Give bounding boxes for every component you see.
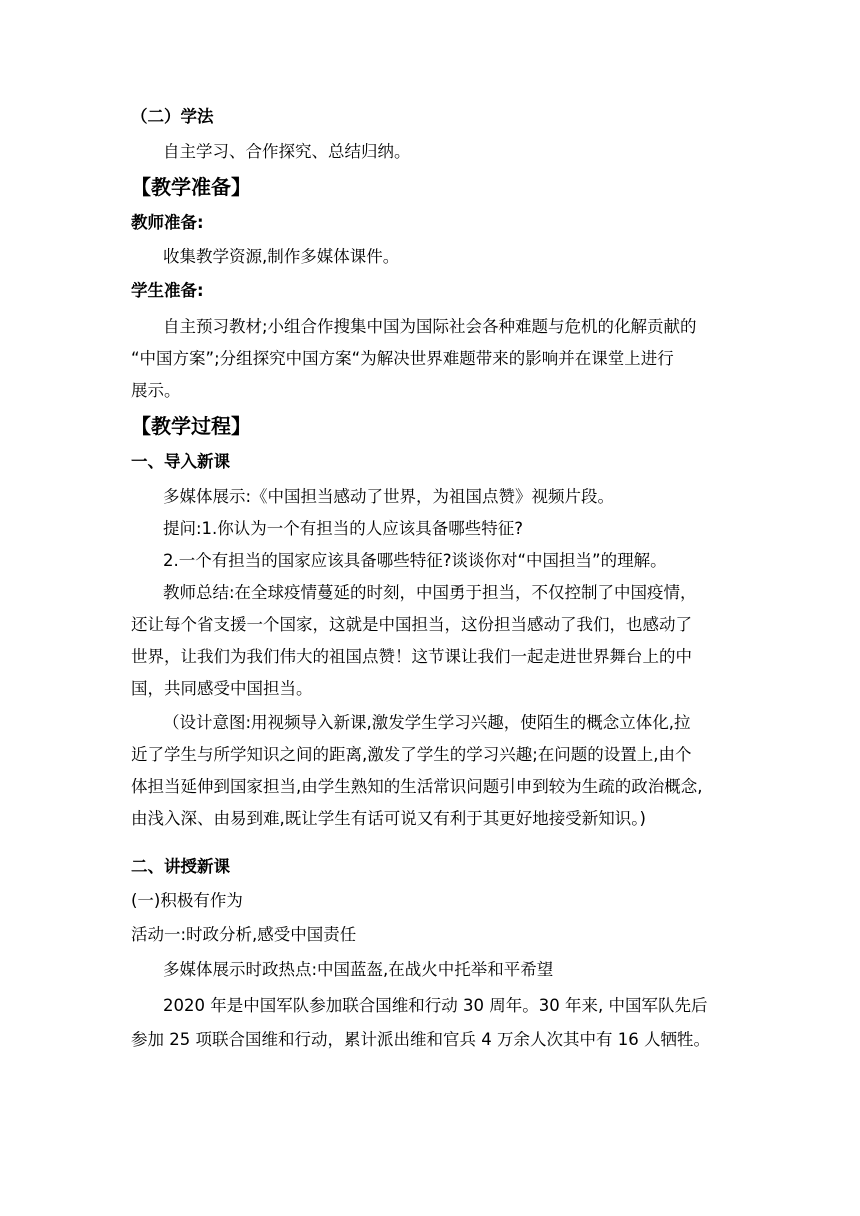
learning-method-text: 自主学习、合作探究、总结归纳。 <box>163 142 411 161</box>
heading-process: 【教学过程】 <box>131 414 251 438</box>
section-learning-method: （二）学法 <box>131 107 214 126</box>
teacher-prep-text: 收集教学资源,制作多媒体课件。 <box>163 247 400 266</box>
intro-line: 提问:1.你认为一个有担当的人应该具备哪些特征? <box>163 519 524 538</box>
section-new-lesson: 二、讲授新课 <box>131 857 230 876</box>
teacher-prep-label: 教师准备: <box>131 213 204 232</box>
student-prep-line: 展示。 <box>131 381 181 400</box>
summary-line: 国，共同感受中国担当。 <box>131 679 313 698</box>
intro-line: 多媒体展示:《中国担当感动了世界，为祖国点赞》视频片段。 <box>163 487 615 506</box>
intro-line: 2.一个有担当的国家应该具备哪些特征?谈谈你对“中国担当”的理解。 <box>163 551 667 570</box>
design-intent-line: （设计意图:用视频导入新课,激发学生学习兴趣，使陌生的概念立体化,拉 <box>163 713 691 732</box>
heading-preparation: 【教学准备】 <box>131 175 251 199</box>
student-prep-label: 学生准备: <box>131 281 204 300</box>
summary-line: 还让每个省支援一个国家，这就是中国担当，这份担当感动了我们，也感动了 <box>131 615 692 634</box>
student-prep-line: 自主预习教材;小组合作搜集中国为国际社会各种难题与危机的化解贡献的 <box>163 317 697 336</box>
summary-line: 世界，让我们为我们伟大的祖国点赞！这节课让我们一起走进世界舞台上的中 <box>131 647 692 666</box>
section-intro: 一、导入新课 <box>131 452 230 471</box>
activity-one: 活动一:时政分析,感受中国责任 <box>131 925 357 944</box>
subsection-active: (一)积极有作为 <box>131 891 243 910</box>
design-intent-line: 由浅入深、由易到难,既让学生有话可说又有利于其更好地接受新知识。) <box>131 809 646 828</box>
final-line: 参加 25 项联合国维和行动，累计派出维和官兵 4 万余人次其中有 16 人牺牲。 <box>131 1030 710 1049</box>
design-intent-line: 近了学生与所学知识之间的距离,激发了学生的学习兴趣;在问题的设置上,由个 <box>131 745 692 764</box>
student-prep-line: “中国方案”;分组探究中国方案“为解决世界难题带来的影响并在课堂上进行 <box>131 349 674 368</box>
final-line: 2020 年是中国军队参加联合国维和行动 30 周年。30 年来, 中国军队先后 <box>163 996 708 1015</box>
summary-line: 教师总结:在全球疫情蔓延的时刻，中国勇于担当，不仅控制了中国疫情， <box>163 583 697 602</box>
hotspot-text: 多媒体展示时政热点:中国蓝盔,在战火中托举和平希望 <box>163 960 554 979</box>
design-intent-line: 体担当延伸到国家担当,由学生熟知的生活常识问题引申到较为生疏的政治概念, <box>131 777 703 796</box>
